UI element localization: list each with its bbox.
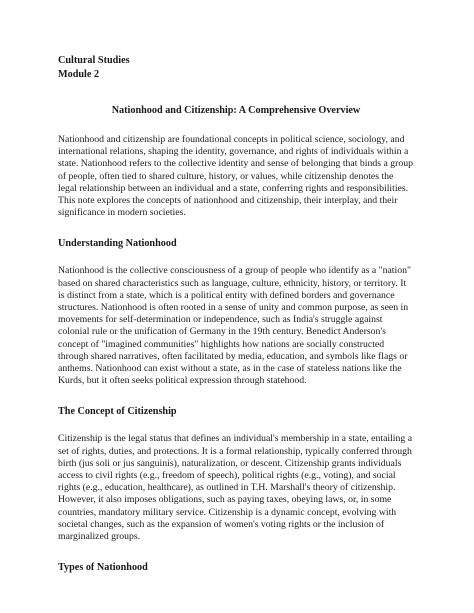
section-body-nationhood: Nationhood is the collective consciousness of a group of people who identify as a "nation" based on shared characteristics such as language, culture, ethnicity, history, or territory. It is distinct from a state, which is a political entity with defined borders and governance structures. Nationhood is often rooted in a sense of unity and common purpose, as seen in movements for self-determination or independence, such as India's struggle against colonial rule or the unification of Germany in the 19th century. Benedict Anderson's concept of "imagined communities" highlights how nations are socially constructed through shared narratives, often facilitated by media, education, and symbols like flags or anthems. Nationhood can exist without a state, as in the case of stateless nations like the Kurds, but it often seeks political expression through statehood. <box>58 265 411 387</box>
document-title: Nationhood and Citizenship: A Comprehensive Overview <box>111 105 361 116</box>
intro-paragraph: Nationhood and citizenship are foundational concepts in political science, sociology, and international relations, shaping the identity, governance, and rights of individuals within a state. Nationhood refers to the collective identity and sense of belonging that binds a group of people, often tied to shared culture, history, or values, while citizenship denotes the legal relationship between an individual and a state, conferring rights and responsibilities. This note explores the concepts of nationhood and citizenship, their interplay, and their significance in modern societies. <box>58 134 413 219</box>
section-body-citizenship: Citizenship is the legal status that defines an individual's membership in a state, entailing a set of rights, duties, and protections. It is a formal relationship, typically conferred through birth (jus soli or jus sanguinis), naturalization, or descent. Citizenship grants individuals access to civil rights (e.g., freedom of speech), political rights (e.g., voting), and social rights (e.g., education, healthcare), as outlined in T.H. Marshall's theory of citizenship. However, it also imposes obligations, such as paying taxes, obeying laws, or, in some countries, mandatory military service. Citizenship is a dynamic concept, evolving with societal changes, such as the expansion of women's voting rights or the inclusion of marginalized groups. <box>58 433 413 543</box>
section-heading-types-of-nationhood: Types of Nationhood <box>58 562 148 574</box>
section-heading-citizenship: The Concept of Citizenship <box>58 406 177 418</box>
section-heading-nationhood: Understanding Nationhood <box>58 238 177 250</box>
module-label: Module 2 <box>58 69 100 80</box>
course-name: Cultural Studies <box>58 55 130 66</box>
